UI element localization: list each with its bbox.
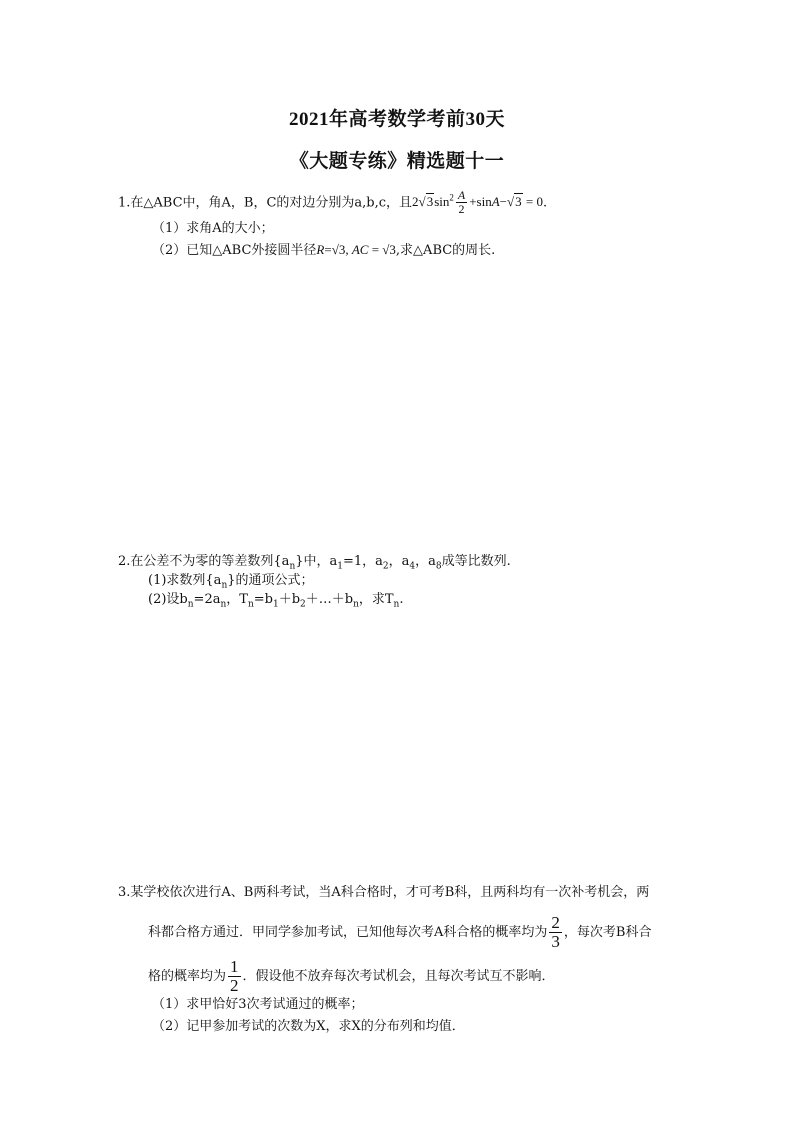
problem-3-stem-line-2: 科都合格方通过．甲同学参加考试，已知他每次考A科合格的概率均为 $\frac{2}{3}$ ，每次考B科合 — [148, 913, 652, 951]
problem-2-part-2: (2)设$b_n=2a_n$，$T_n=b_1+b_2+\dots+b_n$，求$T_n$. — [148, 592, 404, 610]
problem-1-part-1: （1）求角A的大小； — [152, 221, 274, 236]
problem-1-part-2: （2）已知△ABC外接圆半径R=√3, AC = √3,求△ABC的周长. — [152, 242, 496, 258]
problem-3-stem-line-3: 格的概率均为 $\frac{1}{2}$ ．假设他不放弃每次考试机会，且每次考试互不影响． — [148, 957, 555, 995]
document-title: 2021年高考数学考前30天 — [288, 109, 505, 130]
problem-2-stem: 2.在公差不为零的等差数列$\{a_n\}$中，$a_1=1$，$a_2$，$a_4$，$a_8$成等比数列. — [118, 554, 511, 572]
document-subtitle: 《大题专练》精选题十一 — [289, 151, 505, 172]
problem-3-stem-line-1: 3.某学校依次进行A、B两科考试，当A科合格时，才可考B科，且两科均有一次补考机会，两 — [118, 885, 650, 900]
problem-1-stem: 1.在△ABC中，角A，B，C的对边分别为a,b,c，且$2√3\sin^2$ $\frac{A}{2}$ +sinA−√3 = 0. — [118, 188, 548, 217]
problem-2-part-1: (1)求数列$\{a_n\}$的通项公式； — [148, 573, 314, 591]
problem-3-part-1: （1）求甲恰好3次考试通过的概率； — [152, 997, 364, 1012]
problem-3-part-2: （2）记甲参加考试的次数为X，求X的分布列和均值． — [152, 1019, 465, 1034]
